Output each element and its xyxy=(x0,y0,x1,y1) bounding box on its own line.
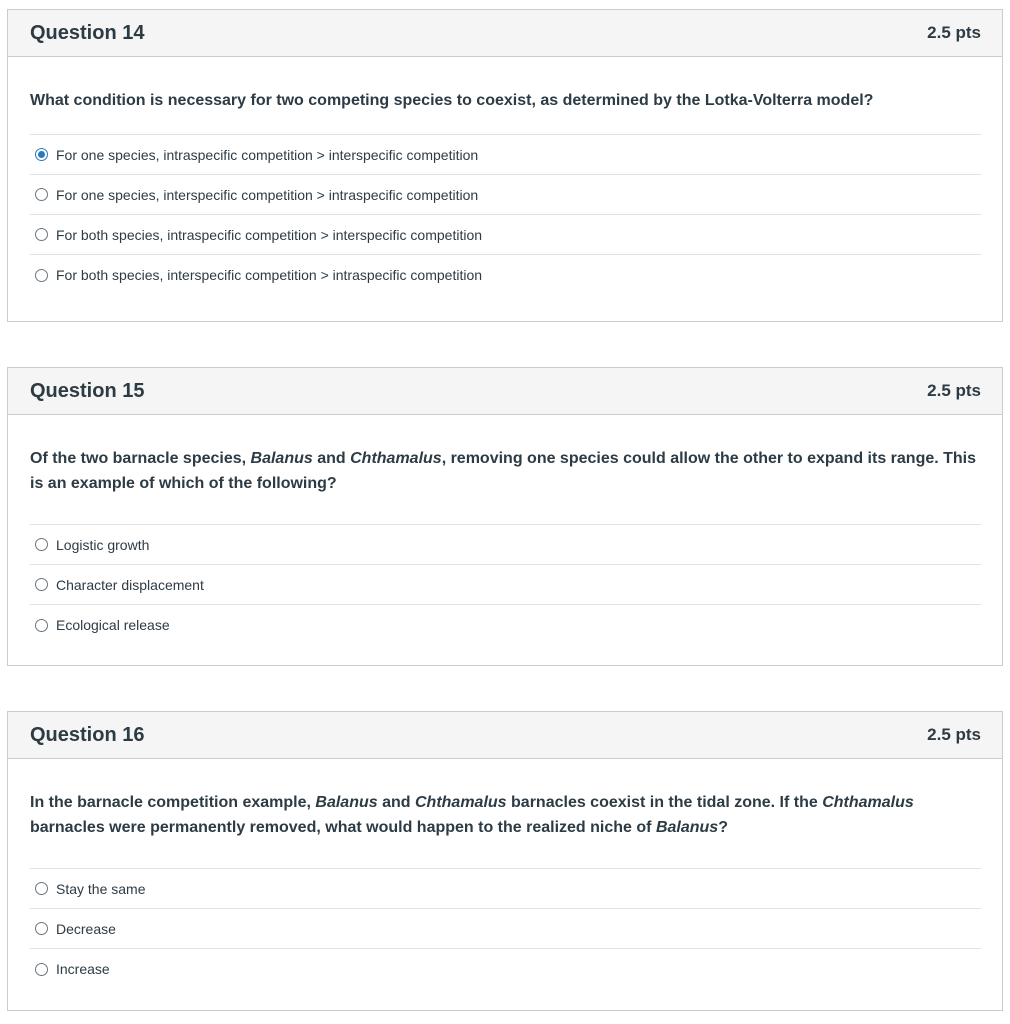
answer-label: Decrease xyxy=(56,920,116,937)
question-header xyxy=(8,712,1002,759)
question-text-italic: Chthamalus xyxy=(822,794,914,811)
question-text-italic: Balanus xyxy=(250,450,313,467)
question-text-italic: Chthamalus xyxy=(350,450,442,467)
answer-option[interactable] xyxy=(30,909,981,949)
question-title: Question 15 xyxy=(30,379,145,402)
question-text-run: Of the two barnacle species, xyxy=(30,450,251,467)
answer-label: For both species, interspecific competition > intraspecific competition xyxy=(56,267,483,283)
radio-button[interactable] xyxy=(35,228,48,241)
question-text xyxy=(30,88,981,113)
question-text-run: barnacles coexist in the tidal zone. If the xyxy=(506,794,823,811)
answer-option[interactable] xyxy=(30,215,981,255)
question-text-run: , removing one species could allow the other to expand its range. This is an example of which of the following? xyxy=(30,450,977,492)
question-body xyxy=(8,446,1002,645)
question-text-italic: Balanus xyxy=(315,794,378,811)
answer-option[interactable] xyxy=(30,135,981,175)
radio-button[interactable] xyxy=(35,578,48,591)
radio-button[interactable] xyxy=(35,963,48,976)
radio-button[interactable] xyxy=(35,269,48,282)
question-body xyxy=(8,790,1002,989)
answer-list xyxy=(30,524,981,645)
question-text-run: In the barnacle competition example, xyxy=(30,794,316,811)
answer-option[interactable] xyxy=(30,949,981,989)
question-text xyxy=(30,790,981,840)
answer-list xyxy=(30,868,981,989)
question-text-italic: Chthamalus xyxy=(415,794,507,811)
question-text-run: ? xyxy=(718,819,728,836)
question-text-italic: Balanus xyxy=(655,819,719,836)
answer-label: Ecological release xyxy=(56,617,170,633)
answer-label: Character displacement xyxy=(56,576,204,593)
question-header xyxy=(8,368,1002,415)
question-title: Question 16 xyxy=(30,723,145,746)
radio-button[interactable] xyxy=(35,188,48,201)
radio-button[interactable] xyxy=(35,148,48,161)
question-text xyxy=(30,446,981,496)
question-title: Question 14 xyxy=(30,21,145,44)
question-text-run: and xyxy=(377,794,415,811)
answer-option[interactable] xyxy=(30,605,981,645)
question-body xyxy=(8,88,1002,295)
answer-option[interactable] xyxy=(30,255,981,295)
question-text-run: What condition is necessary for two competing species to coexist, as determined by the Lotka-Volterra model? xyxy=(30,92,874,109)
answer-option[interactable] xyxy=(30,175,981,215)
question-header xyxy=(8,10,1002,57)
radio-button[interactable] xyxy=(35,619,48,632)
radio-button[interactable] xyxy=(35,538,48,551)
answer-option[interactable] xyxy=(30,525,981,565)
answer-label: For one species, intraspecific competition > interspecific competition xyxy=(56,146,479,163)
answer-label: Stay the same xyxy=(56,880,146,897)
radio-button[interactable] xyxy=(35,922,48,935)
radio-button[interactable] xyxy=(35,882,48,895)
answer-label: Increase xyxy=(56,961,110,977)
question-text-run: and xyxy=(312,450,351,467)
answer-list xyxy=(30,134,981,295)
question-card-14 xyxy=(7,9,1003,322)
question-card-15 xyxy=(7,367,1003,666)
question-points: 2.5 pts xyxy=(927,725,981,744)
answer-label: For both species, intraspecific competition > interspecific competition xyxy=(56,226,483,243)
answer-label: For one species, interspecific competition > intraspecific competition xyxy=(56,186,479,203)
question-points: 2.5 pts xyxy=(927,23,981,42)
answer-option[interactable] xyxy=(30,565,981,605)
question-text-run: barnacles were permanently removed, what would happen to the realized niche of xyxy=(30,819,656,836)
answer-label: Logistic growth xyxy=(56,536,150,553)
answer-option[interactable] xyxy=(30,869,981,909)
question-card-16 xyxy=(7,711,1003,1011)
question-points: 2.5 pts xyxy=(927,381,981,400)
